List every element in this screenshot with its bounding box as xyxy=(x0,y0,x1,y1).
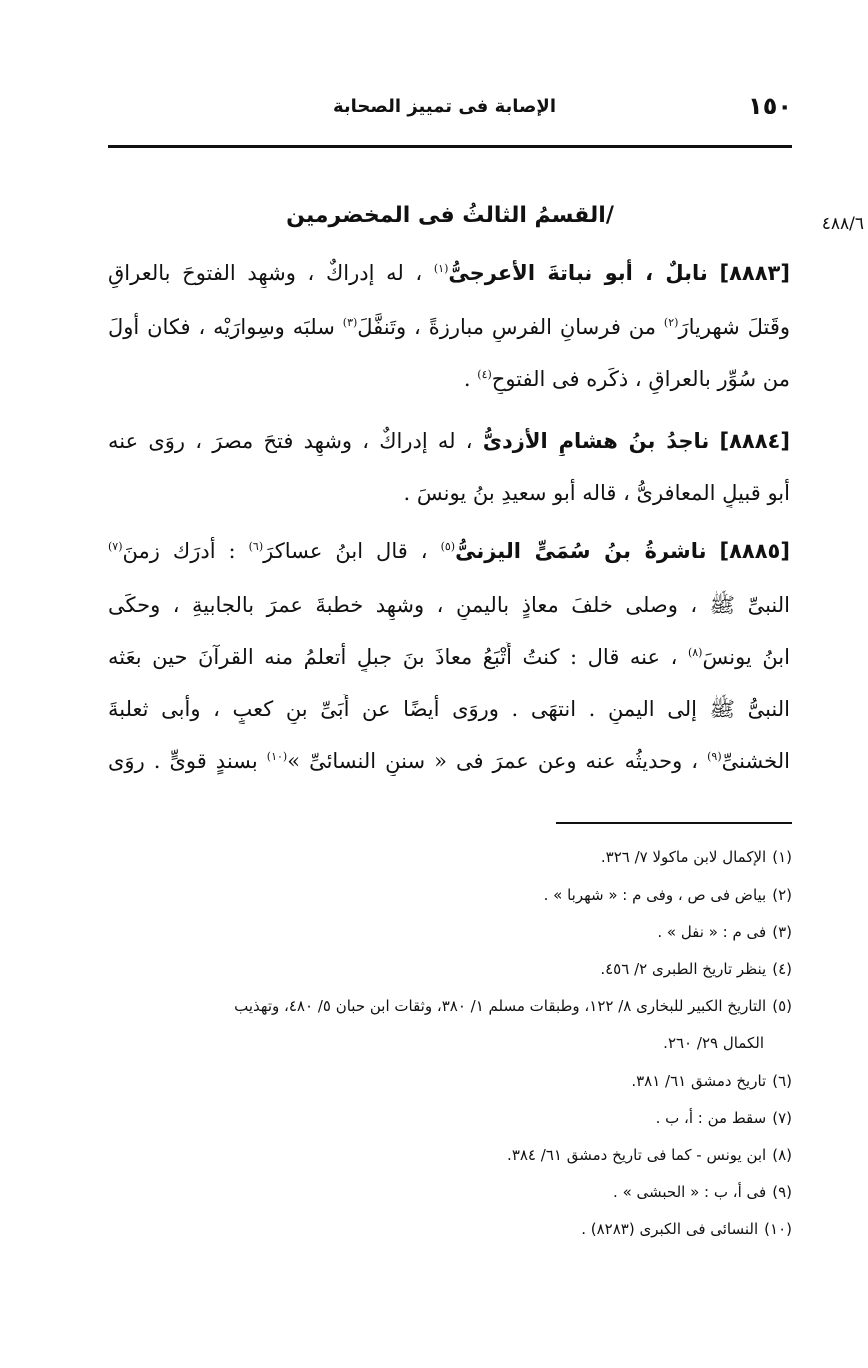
entry-text: من سُوِّر بالعراقِ ، ذكَره فى الفتوحِ xyxy=(491,367,790,391)
entry-8885-line-3 xyxy=(108,642,790,672)
footnote-2 xyxy=(108,884,792,906)
footnote-ref: (٥) xyxy=(440,540,456,553)
margin-reference: ٤٨٨/٦ xyxy=(821,214,864,234)
entry-text: . xyxy=(463,367,471,391)
entry-8883-line-3 xyxy=(108,364,790,394)
footnote-ref: (٨) xyxy=(687,646,703,659)
footnote-ref: (٢) xyxy=(663,316,679,329)
footnote-text: النسائى فى الكبرى (٨٢٨٣) . xyxy=(581,1220,759,1238)
entry-name: نابلٌ ، أبو نباتةَ الأعرجىُّ xyxy=(448,261,708,285)
entry-text: أبو قبيلٍ المعافرىُّ ، قاله أبو سعيدِ بنُ يونسَ . xyxy=(403,481,790,505)
footnote-text: ينظر تاريخ الطبرى ٢/ ٤٥٦. xyxy=(600,960,767,978)
footnote-number: (١) xyxy=(772,848,792,866)
entry-8885-line-1 xyxy=(108,536,790,566)
entry-number: [٨٨٨٥] xyxy=(719,539,790,563)
entry-name: ناجدُ بنُ هشامٍ الأزدىُّ xyxy=(482,429,710,453)
footnote-number: (٣) xyxy=(772,923,792,941)
footnote-ref: (٤) xyxy=(477,368,492,381)
entry-8885-line-2 xyxy=(108,590,790,620)
entry-text: سلبَه وسِوارَيْه ، فكان أولَ xyxy=(108,315,335,339)
footnote-3 xyxy=(108,921,792,943)
footnote-text: بياض فى ص ، وفى م : « شهربا » . xyxy=(543,886,767,904)
footnote-6 xyxy=(108,1070,792,1092)
entry-text: من فرسانِ الفرسِ مبارزةً ، وتَنفَّلَ xyxy=(357,315,657,339)
entry-text: النبىِّ ﷺ ، وصلى خلفَ معاذٍ باليمنِ ، وشهِد خطبةَ عمرَ بالجابيةِ ، وحكَى xyxy=(108,593,790,617)
running-header xyxy=(108,92,792,130)
footnote-ref: (٧) xyxy=(108,540,123,553)
entry-text: وقَتلَ شهريارَ xyxy=(678,315,790,339)
entry-number: [٨٨٨٣] xyxy=(719,261,790,285)
footnote-number: (٦) xyxy=(772,1072,792,1090)
footnote-number: (١٠) xyxy=(764,1220,792,1238)
entry-text: ، له إدراكٌ ، وشهِد الفتوحَ بالعراقِ xyxy=(108,261,423,285)
entry-text: ، قال ابنُ عساكرَ xyxy=(263,539,428,563)
footnote-ref: (١) xyxy=(433,262,449,275)
entry-text: النبىُّ ﷺ إلى اليمنِ . انتهَى . وروَى أيضًا عن أُبَىِّ بنِ كعبٍ ، وأبى ثعلبةَ xyxy=(108,697,790,721)
entry-8885-line-5 xyxy=(108,746,790,776)
footnote-number: (٩) xyxy=(772,1183,792,1201)
footnote-ref: (٦) xyxy=(248,540,264,553)
entry-8884-line-1 xyxy=(108,426,790,456)
entry-text: ، وحديثُه عنه وعن عمرَ فى « سننِ النسائىِّ » xyxy=(287,749,699,773)
footnote-7 xyxy=(108,1107,792,1129)
footnote-text: سقط من : أ، ب . xyxy=(655,1109,767,1127)
entry-8884-line-2 xyxy=(108,478,790,508)
footnote-number: (٢) xyxy=(772,886,792,904)
footnote-ref: (١٠) xyxy=(266,750,288,763)
entry-text: الخشنىِّ xyxy=(721,749,790,773)
footnote-text: الإكمال لابن ماكولا ٧/ ٣٢٦. xyxy=(600,848,767,866)
footnote-text: فى م : « نفل » . xyxy=(657,923,767,941)
footnote-10 xyxy=(108,1218,792,1240)
footnote-5 xyxy=(108,995,792,1017)
entry-8883-line-2 xyxy=(108,312,790,342)
entry-name: ناشرةُ بنُ سُمَىٍّ اليزنىُّ xyxy=(455,539,707,563)
footnote-number: (٨) xyxy=(772,1146,792,1164)
entry-number: [٨٨٨٤] xyxy=(719,429,790,453)
entry-text: بسندٍ قوىٍّ . روَى xyxy=(108,749,258,773)
footnote-text: ابن يونس - كما فى تاريخ دمشق ٦١/ ٣٨٤. xyxy=(507,1146,767,1164)
footnote-1 xyxy=(108,846,792,868)
footnote-separator xyxy=(556,822,792,824)
entry-text: : أدرَك زمنَ xyxy=(122,539,236,563)
entry-8883-line-1 xyxy=(108,258,790,288)
entry-text: ، له إدراكٌ ، وشهِد فتحَ مصرَ ، روَى عنه xyxy=(108,429,473,453)
footnote-text: فى أ، ب : « الحبشى » . xyxy=(613,1183,767,1201)
footnote-9 xyxy=(108,1181,792,1203)
footnote-4 xyxy=(108,958,792,980)
book-title: الإصابة فى تمييز الصحابة xyxy=(333,96,556,117)
footnote-text: الكمال ٢٩/ ٢٦٠. xyxy=(663,1034,764,1052)
footnote-text: تاريخ دمشق ٦١/ ٣٨١. xyxy=(631,1072,767,1090)
page-number: ١٥٠ xyxy=(748,92,792,120)
entry-text: ابنُ يونسَ xyxy=(702,645,790,669)
footnote-number: (٥) xyxy=(772,997,792,1015)
footnote-number: (٧) xyxy=(772,1109,792,1127)
section-heading: /القسمُ الثالثُ فى المخضرمين xyxy=(286,203,614,228)
entry-8885-line-4 xyxy=(108,694,790,724)
footnote-ref: (٣) xyxy=(342,316,358,329)
footnote-ref: (٩) xyxy=(707,750,722,763)
footnote-number: (٤) xyxy=(772,960,792,978)
header-rule xyxy=(108,145,792,148)
footnote-5-continuation xyxy=(108,1032,764,1054)
entry-text: ، عنه قال : كنتُ أَتْبَعُ معاذَ بنَ جبلٍ أتعلمُ منه القرآنَ حين بعَثه xyxy=(108,645,678,669)
footnote-8 xyxy=(108,1144,792,1166)
footnote-text: التاريخ الكبير للبخارى ٨/ ١٢٢، وطبقات مسلم ١/ ٣٨٠، وثقات ابن حبان ٥/ ٤٨٠، وتهذيب xyxy=(234,997,767,1015)
